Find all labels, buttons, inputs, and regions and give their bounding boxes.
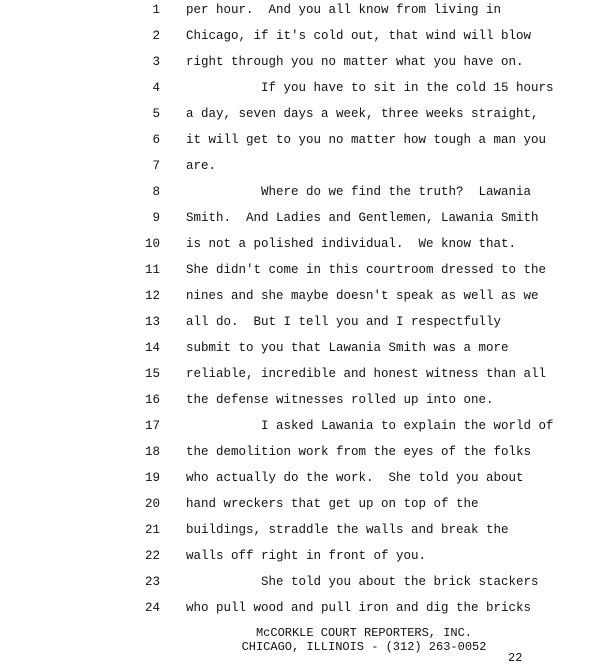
transcript-line xyxy=(0,496,600,522)
line-text: reliable, incredible and honest witness than all xyxy=(186,367,547,381)
line-text: walls off right in front of you. xyxy=(186,549,427,563)
line-number: 23 xyxy=(144,575,160,589)
transcript-line xyxy=(0,236,600,262)
transcript-line xyxy=(0,262,600,288)
line-number: 8 xyxy=(152,185,160,199)
line-text: are. xyxy=(186,159,217,173)
line-text: all do. But I tell you and I respectfully xyxy=(186,315,502,329)
transcript-line xyxy=(0,392,600,418)
line-text: who pull wood and pull iron and dig the bricks xyxy=(186,601,532,615)
line-text: it will get to you no matter how tough a man you xyxy=(186,133,547,147)
line-text: is not a polished individual. We know that. xyxy=(186,237,517,251)
line-text: the demolition work from the eyes of the folks xyxy=(186,445,532,459)
transcript-line xyxy=(0,600,600,626)
transcript-line xyxy=(0,314,600,340)
transcript-line xyxy=(0,184,600,210)
transcript-line xyxy=(0,132,600,158)
line-text: a day, seven days a week, three weeks straight, xyxy=(186,107,539,121)
transcript-line xyxy=(0,522,600,548)
line-number: 22 xyxy=(144,549,160,563)
line-text: per hour. And you all know from living in xyxy=(186,3,502,17)
line-number: 21 xyxy=(144,523,160,537)
page-number: 22 xyxy=(508,651,523,665)
transcript-line xyxy=(0,80,600,106)
line-text: buildings, straddle the walls and break the xyxy=(186,523,509,537)
line-text: nines and she maybe doesn't speak as well as we xyxy=(186,289,539,303)
line-text: hand wreckers that get up on top of the xyxy=(186,497,479,511)
court-reporter-contact: CHICAGO, ILLINOIS - (312) 263-0052 xyxy=(241,640,487,654)
transcript-line xyxy=(0,210,600,236)
line-number: 16 xyxy=(144,393,160,407)
line-number: 20 xyxy=(144,497,160,511)
line-text: submit to you that Lawania Smith was a more xyxy=(186,341,509,355)
transcript-line xyxy=(0,340,600,366)
line-number: 19 xyxy=(144,471,160,485)
transcript-line xyxy=(0,158,600,184)
line-number: 10 xyxy=(144,237,160,251)
transcript-line xyxy=(0,444,600,470)
line-number: 2 xyxy=(152,29,160,43)
line-text: right through you no matter what you have on. xyxy=(186,55,524,69)
line-number: 11 xyxy=(144,263,160,277)
line-number: 4 xyxy=(152,81,160,95)
line-text: the defense witnesses rolled up into one. xyxy=(186,393,494,407)
line-number: 12 xyxy=(144,289,160,303)
line-text: If you have to sit in the cold 15 hours xyxy=(186,81,554,95)
line-number: 7 xyxy=(152,159,160,173)
line-number: 6 xyxy=(152,133,160,147)
line-number: 1 xyxy=(152,3,160,17)
transcript-line xyxy=(0,106,600,132)
transcript-line xyxy=(0,28,600,54)
line-number: 13 xyxy=(144,315,160,329)
transcript-line xyxy=(0,418,600,444)
line-number: 5 xyxy=(152,107,160,121)
transcript-line xyxy=(0,366,600,392)
transcript-line xyxy=(0,548,600,574)
line-text: Chicago, if it's cold out, that wind will blow xyxy=(186,29,532,43)
transcript-line xyxy=(0,574,600,600)
line-number: 14 xyxy=(144,341,160,355)
line-text: I asked Lawania to explain the world of xyxy=(186,419,554,433)
line-number: 15 xyxy=(144,367,160,381)
line-number: 24 xyxy=(144,601,160,615)
line-text: Smith. And Ladies and Gentlemen, Lawania Smith xyxy=(186,211,539,225)
transcript-line xyxy=(0,470,600,496)
court-reporter-name: McCORKLE COURT REPORTERS, INC. xyxy=(255,626,473,640)
line-number: 18 xyxy=(144,445,160,459)
line-number: 17 xyxy=(144,419,160,433)
transcript-line xyxy=(0,288,600,314)
transcript-line xyxy=(0,54,600,80)
line-number: 9 xyxy=(152,211,160,225)
transcript-line xyxy=(0,2,600,28)
line-text: who actually do the work. She told you about xyxy=(186,471,524,485)
line-text: Where do we find the truth? Lawania xyxy=(186,185,532,199)
line-text: She told you about the brick stackers xyxy=(186,575,539,589)
line-text: She didn't come in this courtroom dressed to the xyxy=(186,263,547,277)
line-number: 3 xyxy=(152,55,160,69)
